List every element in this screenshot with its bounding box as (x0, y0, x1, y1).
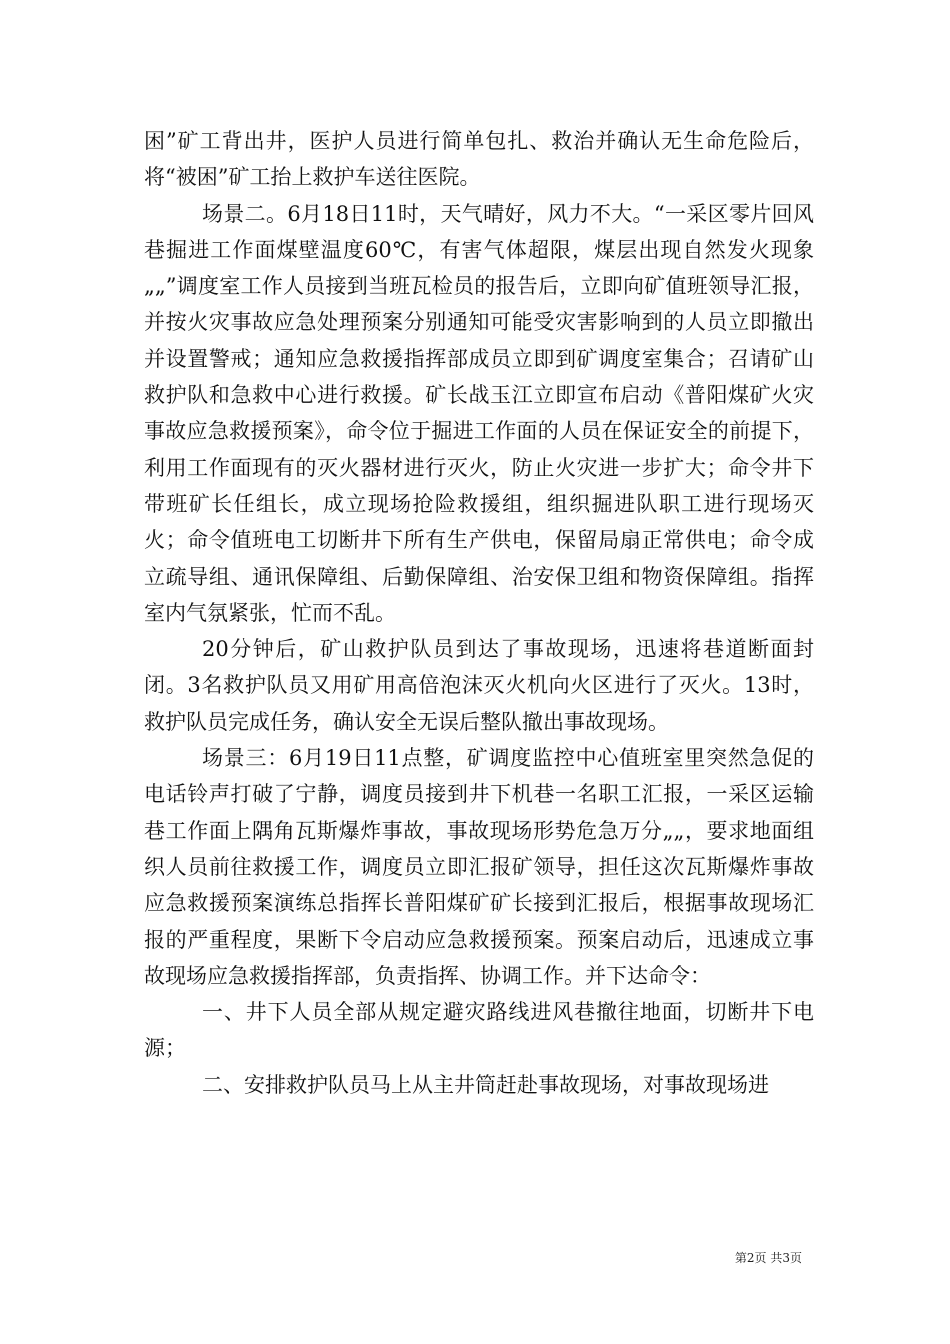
paragraph-rescue-arrival: 20分钟后，矿山救护队员到达了事故现场，迅速将巷道断面封闭。3名救护队员又用矿用高倍泡沫灭火机向火区进行了灭火。13时，救护队员完成任务，确认安全无误后整队撤出事故现场。 (144, 637, 814, 734)
paragraph-scene-two: 场景二。6月18日11时，天气晴好，风力不大。“一采区零片回风巷掘进工作面煤壁温度60℃，有害气体超限，煤层出现自然发火现象„„”调度室工作人员接到当班瓦检员的报告后，立即向矿值班领导汇报，并按火灾事故应急处理预案分别通知可能受灾害影响到的人员立即撤出并设置警戒；通知应急救援指挥部成员立即到矿调度室集合；召请矿山救护队和急救中心进行救援。矿长战玉江立即宣布启动《普阳煤矿火灾事故应急救援预案》，命令位于掘进工作面的人员在保证安全的前提下，利用工作面现有的灭火器材进行灭火，防止火灾进一步扩大；命令井下带班矿长任组长，成立现场抢险救援组，组织掘进队职工进行现场灭火；命令值班电工切断井下所有生产供电，保留局扇正常供电；命令成立疏导组、通讯保障组、后勤保障组、治安保卫组和物资保障组。指挥室内气氛紧张，忙而不乱。 (144, 201, 814, 625)
paragraph-continuation: 困”矿工背出井，医护人员进行简单包扎、救治并确认无生命危险后，将“被困”矿工抬上救护车送往医院。 (144, 129, 814, 190)
page-number: 第2页 共3页 (734, 1251, 802, 1265)
paragraph-order-one: 一、井下人员全部从规定避灾路线进风巷撤往地面，切断井下电源； (144, 1000, 814, 1061)
document-body (144, 123, 814, 1103)
paragraph-scene-three: 场景三：6月19日11点整，矿调度监控中心值班室里突然急促的电话铃声打破了宁静，调度员接到井下机巷一名职工汇报，一采区运输巷工作面上隅角瓦斯爆炸事故，事故现场形势危急万分„„，要求地面组织人员前往救援工作，调度员立即汇报矿领导，担任这次瓦斯爆炸事故应急救援预案演练总指挥长普阳煤矿矿长接到汇报后，根据事故现场汇报的严重程度，果断下令启动应急救援预案。预案启动后，迅速成立事故现场应急救援指挥部，负责指挥、协调工作。并下达命令： (144, 746, 814, 988)
paragraph-order-two: 二、安排救护队员马上从主井筒赶赴事故现场，对事故现场进 (202, 1072, 769, 1097)
